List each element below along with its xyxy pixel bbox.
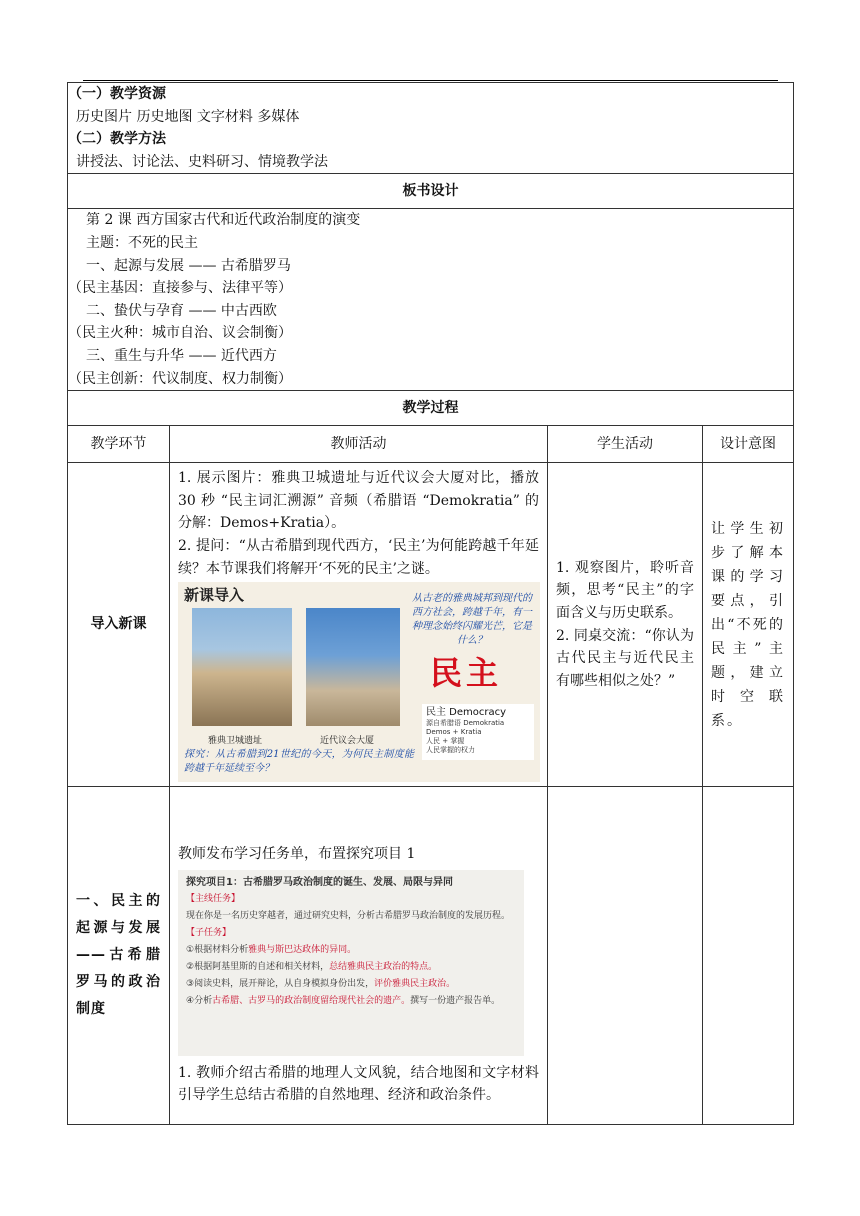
subtask-highlight: 总结雅典民主政治的特点。 [329, 961, 438, 972]
column-header: 教学环节 [68, 426, 170, 463]
student-step: 1. 观察图片，聆听音频，思考“民主”的字面含义与历史联系。 [556, 559, 694, 622]
board-line: （民主创新：代议制度、权力制衡） [68, 370, 292, 387]
democracy-definition-box [422, 704, 534, 760]
board-line: 一、起源与发展 —— 古希腊罗马 [86, 257, 291, 274]
picture-title: 新课导入 [184, 586, 245, 605]
subtask-text: ④分析 [186, 995, 213, 1006]
board-line: 三、重生与升华 —— 近代西方 [86, 347, 277, 364]
resources-text: 历史图片 历史地图 文字材料 多媒体 [76, 108, 300, 125]
subtask-text: 撰写一份遗产报告单。 [410, 995, 501, 1006]
subtask-3 [186, 976, 516, 993]
subtask-2 [186, 959, 516, 976]
board-line: （民主基因：直接参与、法律平等） [68, 280, 292, 297]
capitol-photo [306, 608, 400, 726]
design-intent-cell [703, 787, 794, 1125]
student-step: 2. 同桌交流：“你认为古代民主与近代民主有哪些相似之处？” [556, 627, 694, 689]
subtask-highlight: 评价雅典民主政治。 [374, 978, 456, 989]
subtask-highlight: 雅典与斯巴达政体的异同。 [248, 944, 357, 955]
subtask-text: ③阅读史料，展开辩论，从自身模拟身份出发， [186, 978, 375, 989]
methods-text: 讲授法、讨论法、史料研习、情境教学法 [76, 153, 328, 170]
picture-quote: 从古老的雅典城邦到现代的西方社会，跨越千年，有一种理念始终闪耀光芒，它是什么？ [412, 593, 532, 647]
teacher-step: 1. 教师介绍古希腊的地理人文风貌，结合地图和文字材料引导学生总结古希腊的自然地理、经济和政治条件。 [178, 1064, 539, 1104]
intro-picture [178, 582, 540, 782]
subtask-highlight: 古希腊、古罗马的政治制度留给现代社会的遗产。 [212, 995, 411, 1006]
header-rule [83, 80, 778, 81]
board-line: 二、蛰伏与孕育 —— 中古西欧 [86, 302, 277, 319]
board-heading: 板书设计 [68, 174, 794, 209]
teacher-step: 2. 提问：“从古希腊到现代西方，‘民主’为何能跨越千年延续？本节课我们将解开‘不死的民主’之谜。 [178, 537, 539, 577]
definition-line: Demos + Kratia [426, 728, 482, 737]
board-line: （民主火种：城市自治、议会制衡） [68, 325, 292, 342]
teacher-step: 1. 展示图片：雅典卫城遗址与近代议会大厦对比，播放 30 秒 “民主词汇溯源” 音频（希腊语 “Demokratia” 的分解：Demos+Kratia）。 [178, 470, 539, 532]
teacher-intro: 教师发布学习任务单，布置探究项目 1 [178, 846, 416, 863]
column-header: 教师活动 [170, 426, 548, 463]
process-heading: 教学过程 [68, 391, 794, 426]
section-label: 一、民主的起源与发展——古希腊罗马的政治制度 [68, 787, 170, 1125]
definition-line: 人民掌握的权力 [426, 746, 475, 755]
board-line: 第 2 课 西方国家古代和近代政治制度的演变 [86, 212, 361, 229]
subtask-text: ②根据阿基里斯的自述和相关材料， [186, 961, 330, 972]
task-main-text: 现在你是一名历史穿越者，通过研究史料，分析古希腊罗马政治制度的发展历程。 [186, 910, 511, 921]
subtask-1 [186, 942, 516, 959]
teacher-activity-cell [170, 463, 548, 787]
photo-caption-right: 近代议会大厦 [320, 736, 375, 747]
section-label: 导入新课 [68, 463, 170, 787]
design-intent-cell: 让学生初步了解本课的学习要点，引出“不死的民主”主题，建立时空联系。 [703, 463, 794, 787]
student-activity-cell [548, 463, 703, 787]
column-header: 设计意图 [703, 426, 794, 463]
task-title: 探究项目1：古希腊罗马政治制度的诞生、发展、局限与异同 [186, 876, 453, 888]
task-sheet-image [178, 870, 524, 1056]
resources-heading: （一）教学资源 [68, 86, 166, 102]
picture-big-word: 民主 [430, 654, 503, 693]
task-sub-label: 【子任务】 [186, 927, 232, 938]
teacher-activity-cell [170, 787, 548, 1125]
lesson-plan-table [67, 82, 794, 1125]
acropolis-photo [192, 608, 292, 726]
picture-question: 探究：从古希腊到21世纪的今天，为何民主制度能跨越千年延续至今？ [184, 749, 414, 775]
definition-line: 人民 + 掌握 [426, 737, 465, 746]
subtask-4 [186, 993, 516, 1010]
definition-title: 民主 Democracy [426, 707, 507, 719]
board-content [68, 209, 794, 391]
subtask-text: ①根据材料分析 [186, 944, 249, 955]
methods-heading: （二）教学方法 [68, 131, 166, 148]
definition-line: 源自希腊语 Demokratia [426, 719, 505, 728]
student-activity-cell [548, 787, 703, 1125]
column-header: 学生活动 [548, 426, 703, 463]
photo-caption-left: 雅典卫城遗址 [208, 736, 263, 747]
task-main-label: 【主线任务】 [186, 893, 241, 904]
board-line: 主题：不死的民主 [86, 234, 198, 251]
resources-cell [68, 83, 794, 174]
